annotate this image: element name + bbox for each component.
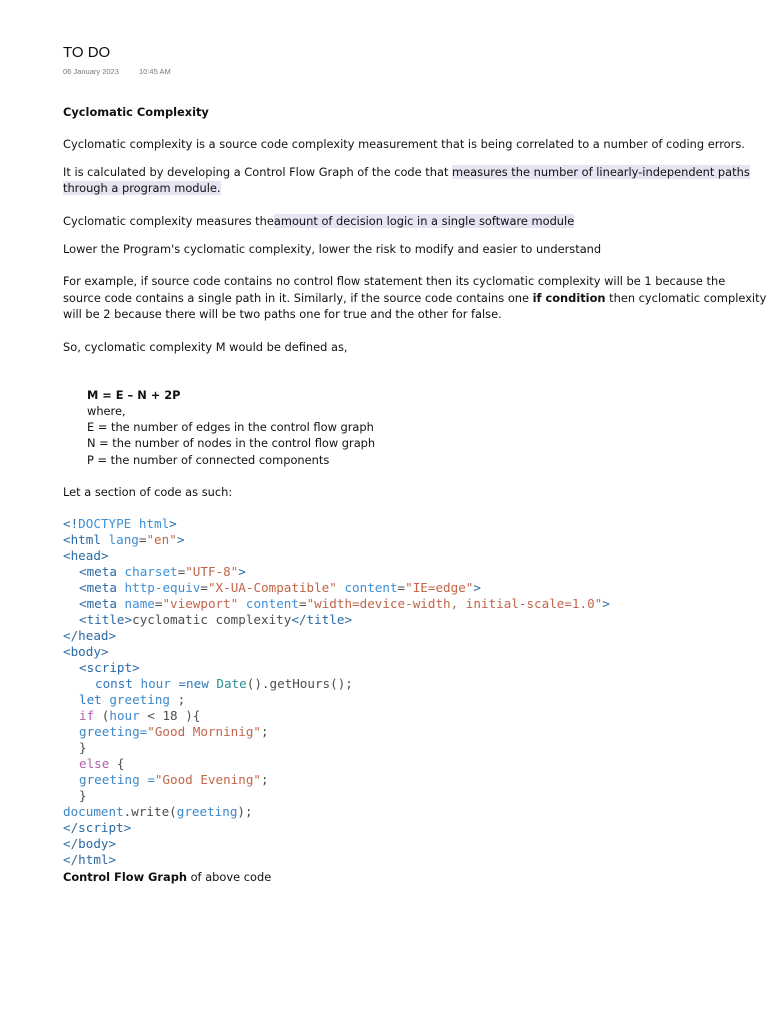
code-line-1: <!DOCTYPE html> [63, 516, 177, 531]
code-line-4: <meta charset="UTF-8"> [79, 564, 246, 579]
paragraph-example-line3: will be 2 because there will be two paths one for true and the other for false. [63, 307, 502, 321]
code-line-14: greeting="Good Morninig"; [79, 724, 269, 739]
note-date: 06 January 2023 [63, 67, 119, 76]
paragraph-decision-logic [63, 213, 574, 229]
code-line-7: <title>cyclomatic complexity</title> [79, 612, 353, 627]
highlighted-text: measures the number of linearly-independent paths [452, 165, 750, 179]
code-line-17: greeting ="Good Evening"; [79, 772, 269, 787]
formula-where: where, [87, 404, 126, 418]
paragraph-definition: Cyclomatic complexity is a source code complexity measurement that is being correlated to a number of coding errors. [63, 137, 745, 151]
highlighted-text: through a program module. [63, 181, 221, 195]
code-line-22: </html> [63, 852, 117, 867]
paragraph-code-intro: Let a section of code as such: [63, 485, 233, 499]
paragraph-calculation-line2 [63, 180, 221, 196]
note-title: TO DO [63, 44, 111, 61]
code-line-6: <meta name="viewport" content="width=device-width, initial-scale=1.0"> [79, 596, 610, 611]
code-line-13: if (hour < 18 ){ [79, 708, 201, 723]
bold-text: Control Flow Graph [63, 870, 187, 884]
code-line-11: const hour =new Date().getHours(); [95, 676, 353, 691]
highlighted-text: amount of decision logic in a single software module [273, 214, 575, 228]
formula-def-e: E = the number of edges in the control flow graph [87, 420, 374, 434]
code-line-9: <body> [63, 644, 109, 659]
code-line-19: document.write(greeting); [63, 804, 253, 819]
code-line-10: <script> [79, 660, 140, 675]
formula-def-n: N = the number of nodes in the control flow graph [87, 436, 376, 450]
paragraph-text: source code contains a single path in it. Similarly, if the source code contains one [63, 291, 530, 305]
formula: M = E – N + 2P [87, 388, 181, 402]
code-line-2: <html lang="en"> [63, 532, 185, 547]
code-line-5: <meta http-equiv="X-UA-Compatible" content="IE=edge"> [79, 580, 481, 595]
bold-text: if condition [532, 291, 606, 305]
paragraph-example-line2 [63, 290, 766, 306]
code-line-21: </body> [63, 836, 117, 851]
paragraph-text: Cyclomatic complexity measures the [63, 214, 274, 228]
code-line-3: <head> [63, 548, 109, 563]
paragraph-text: of above code [186, 870, 272, 884]
paragraph-text: then cyclomatic complexity [609, 291, 767, 305]
code-line-18: } [79, 788, 87, 803]
paragraph-calculation [63, 164, 750, 180]
code-line-16: else { [79, 756, 125, 771]
paragraph-lower-complexity: Lower the Program's cyclomatic complexity, lower the risk to modify and easier to understand [63, 242, 602, 256]
code-line-8: </head> [63, 628, 117, 643]
paragraph-cfg [63, 869, 271, 885]
section-heading: Cyclomatic Complexity [63, 105, 209, 119]
code-line-12: let greeting ; [79, 692, 186, 707]
formula-def-p: P = the number of connected components [87, 453, 330, 467]
note-time: 10:45 AM [139, 67, 171, 76]
paragraph-text: It is calculated by developing a Control Flow Graph of the code that [63, 165, 449, 179]
paragraph-formula-intro: So, cyclomatic complexity M would be defined as, [63, 340, 348, 354]
code-line-20: </script> [63, 820, 132, 835]
code-line-15: } [79, 740, 87, 755]
paragraph-example-line1: For example, if source code contains no control flow statement then its cyclomatic complexity will be 1 because the [63, 274, 726, 288]
